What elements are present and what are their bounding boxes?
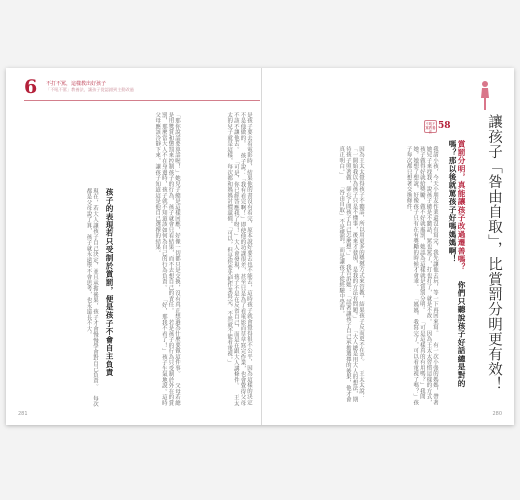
page-number-right: 280 [492, 411, 502, 417]
question-line-1: 賞罰分明，真能讓孩子改過遷善嗎？ [457, 140, 466, 272]
book-spread [6, 68, 514, 425]
right-col-5: 因為王太太覺得孩子不聽話，所以用更多的獎懲方式來管教，結果孩子反而更不在乎。 [358, 146, 364, 365]
tip-badge [424, 120, 454, 134]
question-block [444, 140, 466, 390]
right-col-9: 「咎由自取」不是懲罰，而是讓孩子從經驗中學習。 [338, 184, 345, 317]
running-head-subtitle: 「不吼不罵」教養法，讓孩子從認錯到主動改過 [46, 87, 134, 92]
right-text-block-1 [368, 146, 438, 408]
left-col-6: 若是孩子的行為只受制於外在的賞罰，那麼當大人不在身邊時，孩子就不知道該如何為自己的行為負責。 [160, 112, 174, 406]
right-col-1: 有一次小張的媽媽，帶著她兒子來找我，說孩子總是不聽話，罵也罵了，打也打了，就是不改。 [425, 146, 438, 406]
right-col-2: 因為王太太習慣這樣的方式，孩子做得好就給獎勵，做不好就處罰，她認為這樣就是賞罰分明。 [418, 146, 432, 406]
left-col-5: 父母若總是用獎賞和懲罰來控制孩子的行為，孩子就會只看結果，而不去想自己的責任。 [167, 112, 180, 406]
chapter-title: 讓孩子「咎由自取」，比賞罰分明更有效！ [486, 114, 502, 392]
left-col-1: 孩子說：「我有看完啊！」即使他的功課很差，甚至只是為了看電影而草草寫完作業，也會覺得父母不該不讓他去。 [232, 112, 246, 406]
running-head-rule [24, 100, 260, 101]
right-text-block-2 [278, 146, 364, 408]
left-text-block-1 [186, 112, 252, 408]
left-col-3: 王太太的兒子就是這樣，每次都和媽媽討價還價。「可以，但是你要先把作業寫完，不然就不能看電視。」 [226, 112, 239, 407]
left-text-block-2 [122, 112, 180, 408]
section-subheading: 孩子的表現若只受制於賞罰，便是孩子不會自主負責 [105, 188, 114, 377]
right-col-7: 「大人總是用大人的想法，期待孩子照著做，卻忘了問孩子自己怎麼想。」 [344, 146, 358, 403]
left-col-9: 每次都是父母說了算，孩子就永遠學不會思考，也永遠長不大。 [85, 188, 98, 408]
right-col-4: 「媽媽，我寫完了，可以看電視了嗎？」孩子每次都只想著交換條件。 [405, 146, 419, 406]
child-figure-icon [478, 80, 492, 112]
left-col-0: 是孩子要去看電影時，結果他的書沒有看完，原本說好要去也不能去，這時孩子就會覺得很不公平，因為這樣的決定不是他做的。 [239, 112, 252, 406]
left-col-8: 現在，若大人讓孩子自己決定，並且承擔後果，孩子才會慢慢學會對自己負責。 [92, 188, 98, 390]
badge-number: 58 [438, 121, 451, 131]
running-head [24, 76, 134, 98]
chapter-number: 6 [24, 76, 38, 98]
right-col-3: 「可是這樣真的有用嗎？」我問她。她想了想說，好像孩子只有在有獎勵的時候才會乖。 [412, 146, 425, 400]
left-col-2: 「可是，你已經答應我了呀！」大人會發現，孩子不是在反省自己，而是在跟大人講條件。 [232, 158, 239, 389]
page-number-left: 281 [18, 411, 28, 417]
right-col-8: 我告訴她：「試著讓孩子自己承擔選擇的後果，他才會真正明白。」 [338, 146, 351, 403]
left-col-7: 「好，那我不看了！」孩子生氣地說。這時父母應該冷靜下來，讓孩子知道這是他自己選擇的結果。 [154, 112, 167, 406]
right-page [262, 68, 514, 425]
right-col-6: 王太太說：「一開始我以為孩子只是不懂事，後來才發現，是我的方法有問題。」 [351, 146, 364, 400]
left-text-block-3 [24, 188, 98, 408]
left-col-4: 「那你說話要算話喔！」她兒子總是這樣回應，好像一切都只是交換，沒有真正想過為什麼要做這件事。 [174, 112, 180, 377]
right-col-0: 我請小孩，今天小朋友作業還沒有寫完，我先讓他去玩，等一下再回來寫。 [432, 146, 438, 336]
question-line-2: 你們只聽說孩子好話總是對的嗎？那以後就罵孩子好嗎媽媽啊！ [448, 140, 466, 388]
left-page [6, 68, 260, 425]
badge-label: 不吼不罵教養法 [425, 122, 436, 135]
running-head-title: 不打不罵，這樣教出好孩子 [46, 81, 107, 87]
